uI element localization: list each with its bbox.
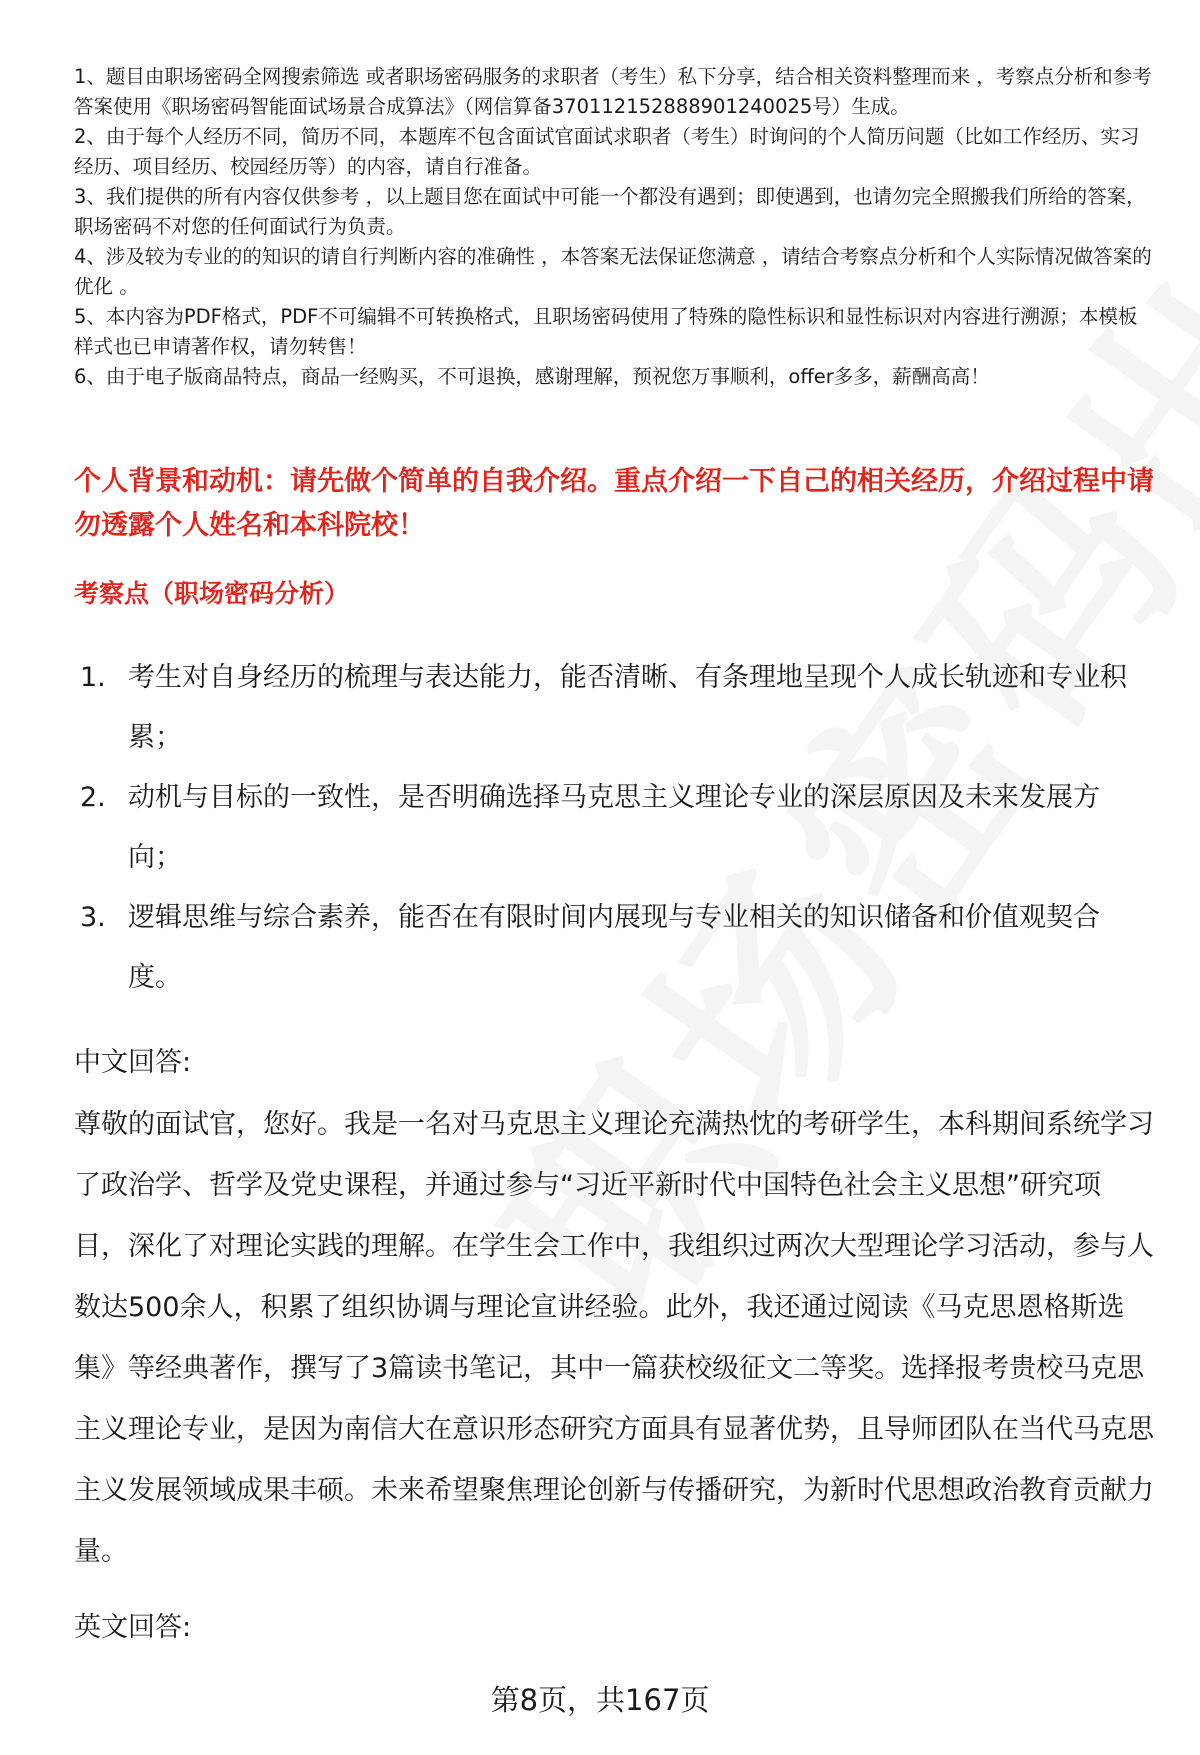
point-number: 3. (80, 902, 106, 933)
analysis-point (80, 648, 1160, 768)
disclaimer-notices (74, 62, 1154, 392)
notice-item: 2、由于每个人经历不同，简历不同，本题库不包含面试官面试求职者（考生）时询问的个人简历问题（比如工作经历、实习经历、项目经历、校园经历等）的内容，请自行准备。 (74, 125, 1140, 178)
notice-item: 4、涉及较为专业的的知识的请自行判断内容的准确性 ，本答案无法保证您满意 ，请结合考察点分析和个人实际情况做答案的优化 。 (74, 245, 1152, 298)
notice-item: 5、本内容为PDF格式，PDF不可编辑不可转换格式，且职场密码使用了特殊的隐性标识和显性标识对内容进行溯源；本模板样式也已申请著作权，请勿转售！ (74, 305, 1138, 358)
notice-item: 1、题目由职场密码全网搜索筛选 或者职场密码服务的求职者（考生）私下分享，结合相关资料整理而来 ，考察点分析和参考答案使用《职场密码智能面试场景合成算法》（网信算备370112152888901240025号）生成。 (74, 65, 1152, 118)
analysis-point (80, 768, 1160, 888)
point-text: 动机与目标的一致性，是否明确选择马克思主义理论专业的深层原因及未来发展方向； (128, 782, 1100, 873)
analysis-heading: 考察点（职场密码分析） (74, 579, 350, 608)
analysis-point (80, 888, 1160, 1008)
interview-question: 个人背景和动机：请先做个简单的自我介绍。重点介绍一下自己的相关经历，介绍过程中请勿透露个人姓名和本科院校！ (74, 466, 1154, 541)
point-text: 逻辑思维与综合素养，能否在有限时间内展现与专业相关的知识储备和价值观契合度。 (128, 902, 1100, 993)
chinese-answer-text: 尊敬的面试官，您好。我是一名对马克思主义理论充满热忱的考研学生，本科期间系统学习了政治学、哲学及党史课程，并通过参与“习近平新时代中国特色社会主义思想”研究项目，深化了对理论实践的理解。在学生会工作中，我组织过两次大型理论学习活动，参与人数达500余人，积累了组织协调与理论宣讲经验。此外，我还通过阅读《马克思恩格斯选集》等经典著作，撰写了3篇读书笔记，其中一篇获校级征文二等奖。选择报考贵校马克思主义理论专业，是因为南信大在意识形态研究方面具有显著优势，且导师团队在当代马克思主义发展领域成果丰硕。未来希望聚焦理论创新与传播研究，为新时代思想政治教育贡献力量。 (74, 1109, 1154, 1567)
point-text: 考生对自身经历的梳理与表达能力，能否清晰、有条理地呈现个人成长轨迹和专业积累； (128, 662, 1127, 753)
point-number: 2. (80, 782, 106, 813)
english-answer-label: 英文回答: (74, 1612, 192, 1643)
point-number: 1. (80, 662, 106, 693)
page-number: 第8页，共167页 (490, 1683, 710, 1717)
analysis-points (80, 648, 1160, 1008)
notice-item: 3、我们提供的所有内容仅供参考 ，以上题目您在面试中可能一个都没有遇到；即使遇到，也请勿完全照搬我们所给的答案，职场密码不对您的任何面试行为负责。 (74, 185, 1146, 238)
notice-item: 6、由于电子版商品特点，商品一经购买，不可退换，感谢理解，预祝您万事顺利，offer多多，薪酬高高！ (74, 365, 990, 388)
chinese-answer-label: 中文回答: (74, 1047, 192, 1078)
